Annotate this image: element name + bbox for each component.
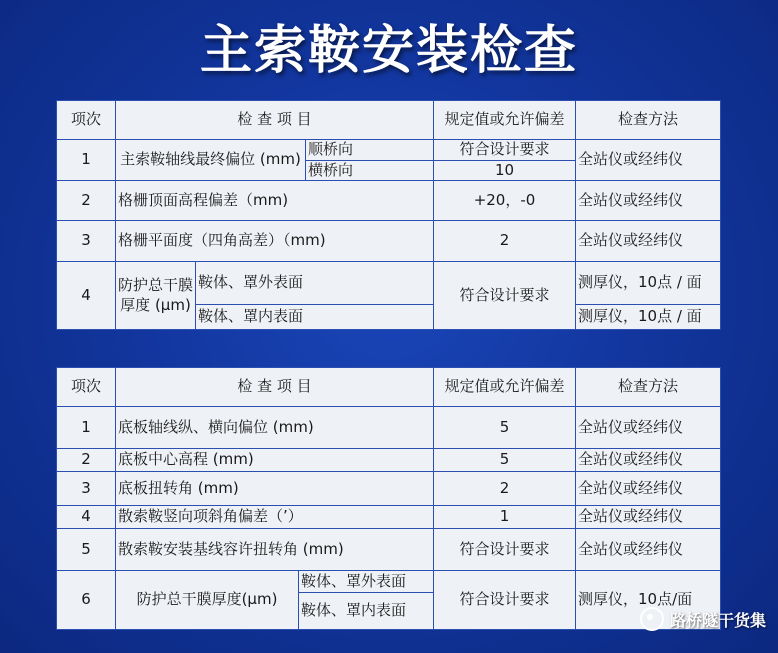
header-method: 检查方法 [576,101,721,140]
row-no: 3 [57,472,116,506]
table-row [57,262,721,305]
table-row [57,407,721,449]
row-value: 符合设计要求 [434,571,576,630]
header-no: 项次 [57,368,116,407]
row-value: 5 [434,407,576,449]
row-item: 底板中心高程 (mm) [116,449,434,472]
row-method: 全站仪或经纬仪 [576,529,721,571]
page-title: 主索鞍安装检查 [199,21,578,81]
row-method: 测厚仪，10点 / 面 [576,305,721,330]
row-item: 主索鞍轴线最终偏位 (mm) [116,140,306,181]
row-value: 符合设计要求 [434,262,576,330]
row-subitem: 鞍体、罩内表面 [196,305,434,330]
table-row [57,181,721,221]
row-method: 全站仪或经纬仪 [576,407,721,449]
row-subitem: 鞍体、罩外表面 [299,571,434,593]
row-item: 散索鞍竖向项斜角偏差（’） [116,506,434,529]
row-value: 2 [434,221,576,262]
row-subitem: 顺桥向 [306,140,434,161]
header-no: 项次 [57,101,116,140]
row-no: 5 [57,529,116,571]
header-method: 检查方法 [576,368,721,407]
table-row [57,506,721,529]
row-method: 测厚仪，10点/面 [576,571,721,630]
wechat-icon [640,607,664,631]
table-row [57,221,721,262]
table-row [57,529,721,571]
row-subitem: 鞍体、罩外表面 [196,262,434,305]
header-value: 规定值或允许偏差 [434,368,576,407]
table-row [57,449,721,472]
row-item: 格栅顶面高程偏差（mm) [116,181,434,221]
main-saddle-table [56,100,721,330]
row-method: 全站仪或经纬仪 [576,472,721,506]
table-row [57,571,721,593]
row-value: 10 [434,161,576,181]
row-method: 全站仪或经纬仪 [576,181,721,221]
row-method: 全站仪或经纬仪 [576,449,721,472]
header-item: 检 查 项 目 [116,368,434,407]
row-item: 防护总干膜厚度 (μm) [116,262,196,330]
table-row [57,472,721,506]
row-item: 底板扭转角 (mm) [116,472,434,506]
row-value: 符合设计要求 [434,140,576,161]
row-value: 5 [434,449,576,472]
row-item: 防护总干膜厚度(μm) [116,571,299,630]
header-item: 检 查 项 目 [116,101,434,140]
row-method: 全站仪或经纬仪 [576,506,721,529]
table-header-row [57,368,721,407]
row-no: 6 [57,571,116,630]
row-value: 1 [434,506,576,529]
row-method: 全站仪或经纬仪 [576,221,721,262]
row-no: 3 [57,221,116,262]
row-method: 全站仪或经纬仪 [576,140,721,181]
row-method: 测厚仪，10点 / 面 [576,262,721,305]
row-no: 4 [57,262,116,330]
row-subitem: 横桥向 [306,161,434,181]
row-no: 1 [57,140,116,181]
row-item: 底板轴线纵、横向偏位 (mm) [116,407,434,449]
row-no: 2 [57,449,116,472]
row-no: 4 [57,506,116,529]
row-value: +20，-0 [434,181,576,221]
header-value: 规定值或允许偏差 [434,101,576,140]
row-no: 2 [57,181,116,221]
row-value: 符合设计要求 [434,529,576,571]
row-no: 1 [57,407,116,449]
row-item: 散索鞍安装基线容许扭转角 (mm) [116,529,434,571]
row-item: 格栅平面度（四角高差）（mm) [116,221,434,262]
table-row [57,140,721,161]
row-subitem: 鞍体、罩内表面 [299,593,434,630]
watermark [640,607,766,631]
table-header-row [57,101,721,140]
splay-saddle-table [56,367,721,630]
watermark-text: 路桥隧干货集 [669,610,766,630]
row-value: 2 [434,472,576,506]
